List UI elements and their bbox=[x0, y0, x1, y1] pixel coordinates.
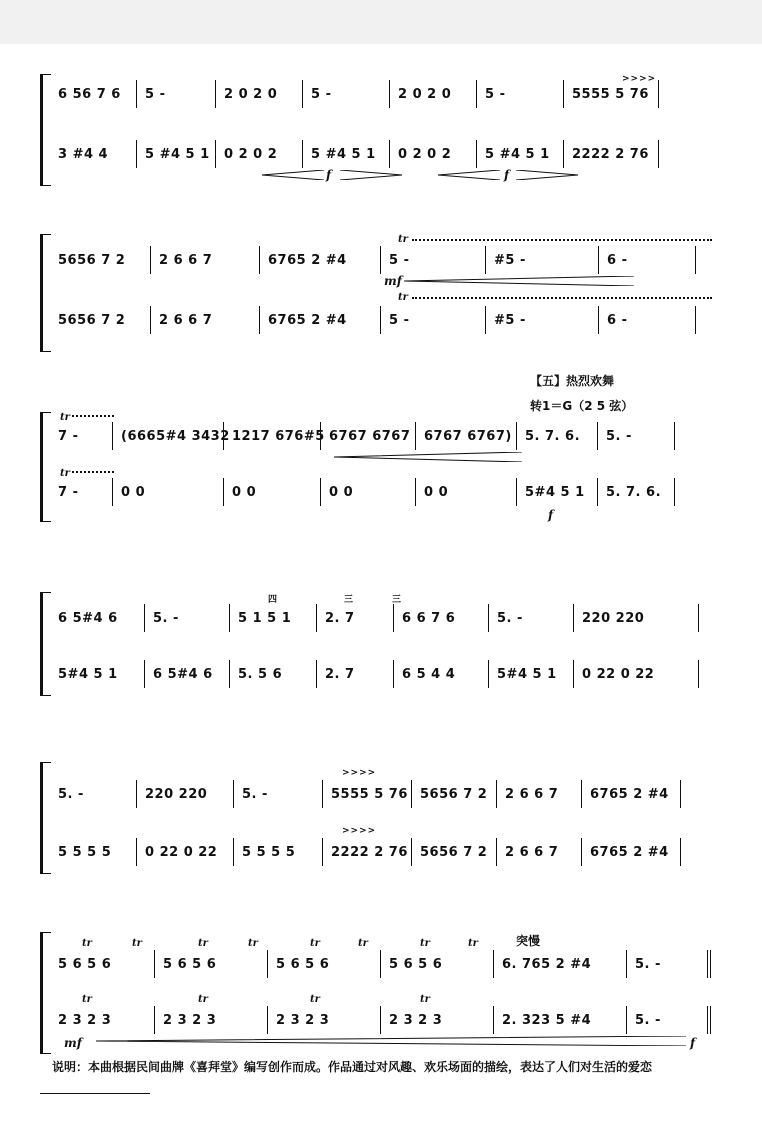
footnote-rule bbox=[40, 1093, 150, 1094]
trill-mark: tr bbox=[60, 412, 70, 423]
measure: 2222 2 76 bbox=[563, 140, 659, 168]
measure: 6 - bbox=[598, 246, 696, 274]
trill-mark: tr bbox=[310, 938, 320, 949]
system-4 bbox=[0, 592, 762, 696]
measure: 6 - bbox=[598, 306, 696, 334]
measure: 6 5#4 6 bbox=[144, 660, 229, 688]
system-brace bbox=[40, 762, 51, 874]
measure: 5555 5 76 bbox=[563, 80, 659, 108]
measure: 5656 7 2 bbox=[411, 838, 496, 866]
measure: 5. - bbox=[626, 1006, 711, 1034]
measure: 0 0 bbox=[415, 478, 516, 506]
upper-staff bbox=[58, 780, 722, 808]
measure: 0 2 0 2 bbox=[389, 140, 476, 168]
measure: 2 6 6 7 bbox=[496, 838, 581, 866]
trill-mark: tr bbox=[82, 994, 92, 1005]
system-5 bbox=[0, 762, 762, 874]
trill-mark: tr bbox=[420, 938, 430, 949]
accent-marks: >>>> bbox=[622, 74, 657, 84]
measure: 5555 5 76 bbox=[322, 780, 411, 808]
system-1 bbox=[0, 74, 762, 186]
footnote-text: 说明：本曲根据民间曲牌《喜拜堂》编写创作而成。作品通过对风趣、欢乐场面的描绘，表达了人们对生活的爱恋 bbox=[52, 1060, 653, 1074]
system-6 bbox=[0, 932, 762, 1054]
measure: 2 3 2 3 bbox=[380, 1006, 493, 1034]
crescendo-hairpin bbox=[334, 452, 522, 462]
measure: 0 2 0 2 bbox=[215, 140, 302, 168]
measure: 5 6 5 6 bbox=[58, 956, 112, 972]
upper-staff bbox=[58, 246, 722, 274]
measure: 5656 7 2 bbox=[411, 780, 496, 808]
measure: 6765 2 #4 bbox=[259, 306, 380, 334]
measure: 0 22 0 22 bbox=[136, 838, 233, 866]
measure: 2 6 6 7 bbox=[150, 306, 259, 334]
system-brace bbox=[40, 932, 51, 1054]
crescendo-hairpin bbox=[262, 170, 402, 180]
measure: 2 3 2 3 bbox=[154, 1006, 267, 1034]
measure: 5. 5 6 bbox=[229, 660, 316, 688]
measure: (6665#4 3432 bbox=[112, 422, 223, 450]
measure: 6. 765 2 #4 bbox=[493, 950, 626, 978]
measure: 2. 7 bbox=[316, 660, 393, 688]
measure: 5656 7 2 bbox=[58, 312, 126, 328]
lower-staff bbox=[58, 140, 722, 168]
measure: 7 - bbox=[58, 428, 79, 444]
measure: 5 - bbox=[476, 80, 563, 108]
dynamic-mark: f bbox=[548, 508, 554, 522]
measure: 7 - bbox=[58, 484, 79, 500]
measure: 0 0 bbox=[112, 478, 223, 506]
measure: 5#4 5 1 bbox=[58, 666, 118, 682]
trill-mark: tr bbox=[132, 938, 142, 949]
system-brace bbox=[40, 592, 51, 696]
measure: 2 6 6 7 bbox=[150, 246, 259, 274]
measure: 6 5#4 6 bbox=[58, 610, 118, 626]
measure: 2 3 2 3 bbox=[267, 1006, 380, 1034]
measure: 5. - bbox=[233, 780, 322, 808]
measure: 5#4 5 1 bbox=[488, 660, 573, 688]
measure: 5. - bbox=[58, 786, 84, 802]
upper-staff bbox=[58, 950, 722, 978]
measure: 1217 676#5 bbox=[223, 422, 320, 450]
lower-staff bbox=[58, 478, 722, 506]
measure: 5 #4 5 1 bbox=[302, 140, 389, 168]
measure: 6767 6767 bbox=[320, 422, 415, 450]
trill-mark: tr bbox=[310, 994, 320, 1005]
measure: 5. - bbox=[597, 422, 675, 450]
tempo-mark: 突慢 bbox=[516, 934, 541, 948]
trill-mark: tr bbox=[82, 938, 92, 949]
trill-mark: tr bbox=[60, 468, 70, 479]
trill-mark: tr bbox=[468, 938, 478, 949]
measure: 6765 2 #4 bbox=[581, 838, 681, 866]
trill-mark: tr bbox=[198, 994, 208, 1005]
measure: 6 5 4 4 bbox=[393, 660, 488, 688]
trill-mark: tr bbox=[398, 292, 408, 303]
measure: 5 5 5 5 bbox=[58, 844, 112, 860]
measure: 5. - bbox=[144, 604, 229, 632]
trill-mark: tr bbox=[198, 938, 208, 949]
accent-marks: >>>> bbox=[342, 768, 377, 778]
crescendo-hairpin bbox=[404, 276, 634, 286]
measure: 5 6 5 6 bbox=[154, 950, 267, 978]
measure: 2 0 2 0 bbox=[215, 80, 302, 108]
crescendo-hairpin bbox=[96, 1036, 686, 1046]
dynamic-mark: f bbox=[690, 1036, 696, 1050]
measure: #5 - bbox=[485, 246, 598, 274]
measure: 2 3 2 3 bbox=[58, 1012, 112, 1028]
trill-mark: tr bbox=[420, 994, 430, 1005]
fingering-mark: 三 bbox=[344, 595, 355, 605]
measure: 5 #4 5 1 bbox=[476, 140, 563, 168]
measure: 5 5 5 5 bbox=[233, 838, 322, 866]
measure: 5 - bbox=[380, 246, 485, 274]
dynamic-mark: f bbox=[504, 168, 510, 182]
system-brace bbox=[40, 234, 51, 352]
measure: 0 0 bbox=[223, 478, 320, 506]
measure: 2 6 6 7 bbox=[496, 780, 581, 808]
measure: 2222 2 76 bbox=[322, 838, 411, 866]
measure: 5. - bbox=[626, 950, 711, 978]
lower-staff bbox=[58, 660, 722, 688]
dynamic-mark: mf bbox=[64, 1036, 82, 1050]
measure: 5#4 5 1 bbox=[516, 478, 597, 506]
measure: 5 - bbox=[380, 306, 485, 334]
fingering-mark: 三 bbox=[392, 595, 403, 605]
score-page bbox=[0, 44, 762, 1148]
top-band bbox=[0, 0, 762, 44]
system-2 bbox=[0, 234, 762, 352]
measure: 6 6 7 6 bbox=[393, 604, 488, 632]
measure: 5. 7. 6. bbox=[516, 422, 597, 450]
key-change: 转1＝G（2 5 弦） bbox=[530, 399, 634, 413]
measure: 2 0 2 0 bbox=[389, 80, 476, 108]
measure: 6765 2 #4 bbox=[581, 780, 681, 808]
measure: 0 0 bbox=[320, 478, 415, 506]
measure: 6 56 7 6 bbox=[58, 86, 121, 102]
measure: 5 - bbox=[302, 80, 389, 108]
measure: 6767 6767) bbox=[415, 422, 516, 450]
measure: 2. 7 bbox=[316, 604, 393, 632]
dynamic-mark: f bbox=[326, 168, 332, 182]
lower-staff bbox=[58, 838, 722, 866]
upper-staff bbox=[58, 80, 722, 108]
accent-marks: >>>> bbox=[342, 826, 377, 836]
trill-line bbox=[412, 297, 712, 305]
trill-mark: tr bbox=[248, 938, 258, 949]
section-title: 【五】热烈欢舞 bbox=[530, 374, 615, 388]
lower-staff bbox=[58, 306, 722, 334]
measure: 5. 7. 6. bbox=[597, 478, 675, 506]
measure: 5656 7 2 bbox=[58, 252, 126, 268]
dynamic-mark: mf bbox=[384, 274, 402, 288]
measure: 5 6 5 6 bbox=[267, 950, 380, 978]
fingering-mark: 四 bbox=[268, 595, 279, 605]
system-brace bbox=[40, 74, 51, 186]
upper-staff bbox=[58, 422, 722, 450]
measure: 2. 323 5 #4 bbox=[493, 1006, 626, 1034]
lower-staff bbox=[58, 1006, 722, 1034]
measure: 0 22 0 22 bbox=[573, 660, 699, 688]
system-brace bbox=[40, 412, 51, 522]
measure: 5. - bbox=[488, 604, 573, 632]
measure: 3 #4 4 bbox=[58, 146, 109, 162]
measure: 6765 2 #4 bbox=[259, 246, 380, 274]
system-3 bbox=[0, 412, 762, 522]
measure: 5 #4 5 1 bbox=[136, 140, 215, 168]
upper-staff bbox=[58, 604, 722, 632]
trill-mark: tr bbox=[358, 938, 368, 949]
measure: #5 - bbox=[485, 306, 598, 334]
measure: 220 220 bbox=[136, 780, 233, 808]
measure: 220 220 bbox=[573, 604, 699, 632]
measure: 5 1 5 1 bbox=[229, 604, 316, 632]
measure: 5 6 5 6 bbox=[380, 950, 493, 978]
measure: 5 - bbox=[136, 80, 215, 108]
trill-mark: tr bbox=[398, 234, 408, 245]
